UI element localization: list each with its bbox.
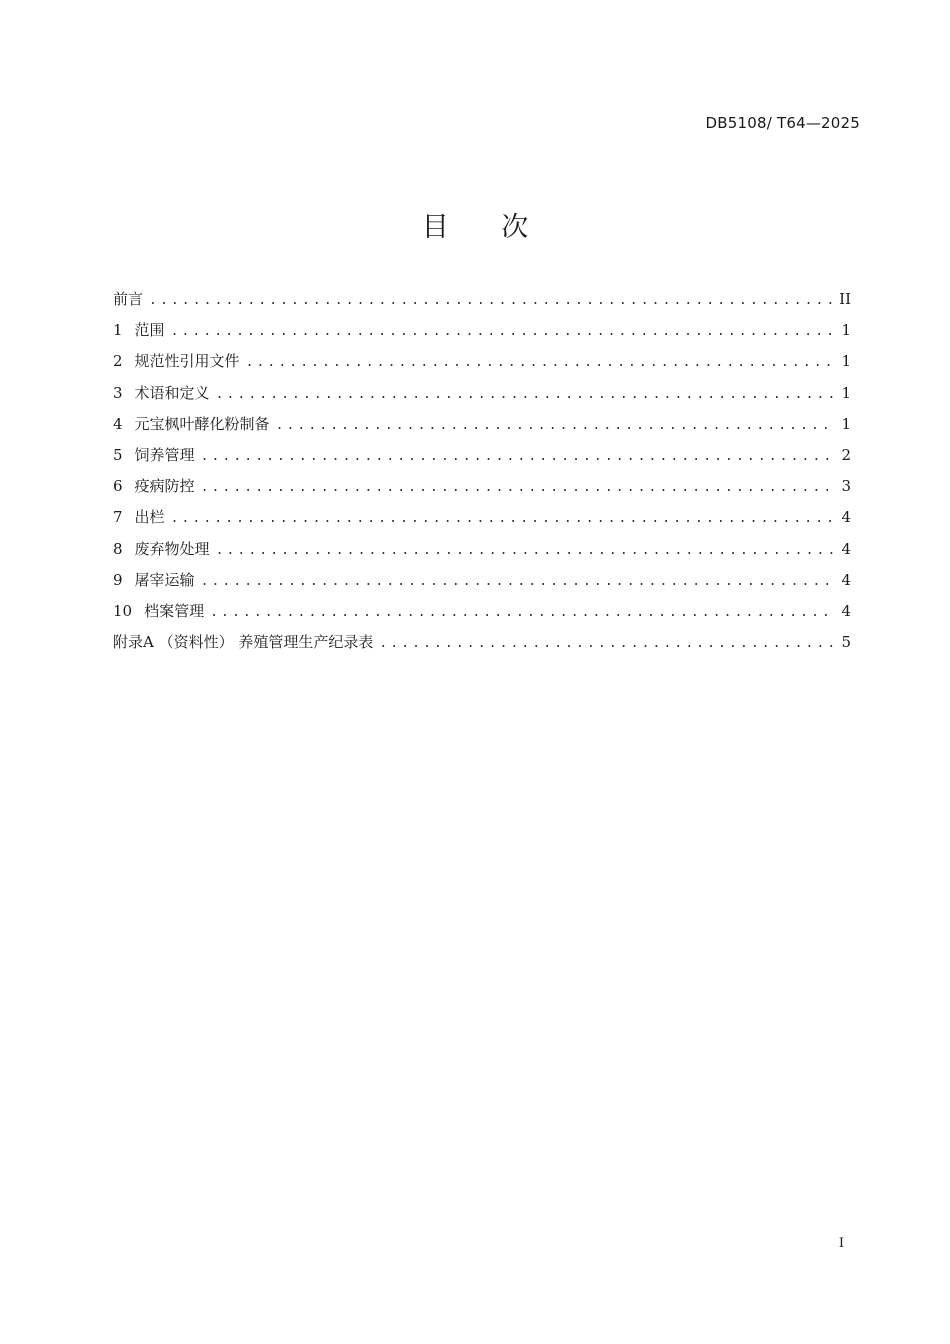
toc-entry-number: 7 (113, 508, 123, 527)
dot-leader (171, 316, 835, 347)
toc-entry-page: 4 (841, 601, 851, 620)
toc-entry-page: 1 (841, 321, 851, 340)
toc-entry-text: 范围 (134, 321, 165, 340)
toc-entry-page: 3 (841, 477, 851, 496)
toc-entry-text: 疫病防控 (134, 477, 195, 496)
toc-entry-number: 5 (113, 445, 123, 464)
dot-leader (201, 472, 835, 503)
toc-entry-slaughter-out[interactable] (113, 502, 851, 533)
toc-entry-text: 规范性引用文件 (134, 352, 240, 371)
toc-entry-scope[interactable] (113, 315, 851, 346)
toc-entry-page: 2 (841, 445, 851, 464)
toc-title: 目 次 (421, 212, 551, 243)
toc-entry-text: 前言 (113, 290, 144, 308)
dot-leader (201, 566, 835, 597)
dot-leader (379, 628, 835, 659)
toc-entry-page: II (839, 290, 851, 308)
toc-entry-text: 废弃物处理 (134, 539, 210, 558)
toc-entry-text: 饲养管理 (134, 445, 195, 464)
page-number: I (838, 1236, 844, 1251)
dot-leader (216, 535, 835, 566)
toc-entry-text: 出栏 (134, 508, 165, 527)
toc-entry-records[interactable] (113, 596, 851, 627)
toc-entry-number: 2 (113, 352, 123, 371)
toc-entry-number: 9 (113, 570, 123, 589)
toc-entry-transport[interactable] (113, 565, 851, 596)
dot-leader (210, 597, 835, 628)
toc-entry-normative-references[interactable] (113, 346, 851, 377)
toc-entry-disease-control[interactable] (113, 471, 851, 502)
toc-entry-page: 1 (841, 383, 851, 402)
toc-entry-number: 8 (113, 539, 123, 558)
toc-entry-leaf-powder[interactable] (113, 409, 851, 440)
toc-entry-waste-treatment[interactable] (113, 534, 851, 565)
toc-entry-number: 10 (113, 601, 133, 620)
toc-entry-page: 4 (841, 539, 851, 558)
toc-entry-text: 附录A （资料性） 养殖管理生产纪录表 (113, 633, 374, 652)
dot-leader (149, 285, 833, 316)
toc-entry-text: 屠宰运输 (134, 570, 195, 589)
toc-entry-feeding[interactable] (113, 440, 851, 471)
dot-leader (216, 379, 835, 410)
toc-entry-page: 4 (841, 508, 851, 527)
toc-entry-preface[interactable] (113, 284, 851, 315)
toc-entry-terms-definitions[interactable] (113, 378, 851, 409)
toc-entry-appendix-a[interactable] (113, 627, 851, 658)
dot-leader (171, 503, 835, 534)
document-code: DB5108/ T64—2025 (705, 114, 860, 132)
toc-entry-page: 1 (841, 352, 851, 371)
toc-entry-number: 6 (113, 477, 123, 496)
dot-leader (201, 441, 835, 472)
toc-list (113, 284, 851, 658)
toc-entry-number: 1 (113, 321, 123, 340)
toc-entry-page: 1 (841, 414, 851, 433)
toc-entry-page: 4 (841, 570, 851, 589)
toc-entry-number: 4 (113, 414, 123, 433)
toc-entry-text: 档案管理 (144, 601, 205, 620)
dot-leader (276, 410, 835, 441)
toc-entry-number: 3 (113, 383, 123, 402)
toc-entry-text: 术语和定义 (134, 383, 210, 402)
toc-entry-text: 元宝枫叶酵化粉制备 (134, 414, 270, 433)
toc-entry-page: 5 (841, 633, 851, 652)
dot-leader (246, 347, 835, 378)
